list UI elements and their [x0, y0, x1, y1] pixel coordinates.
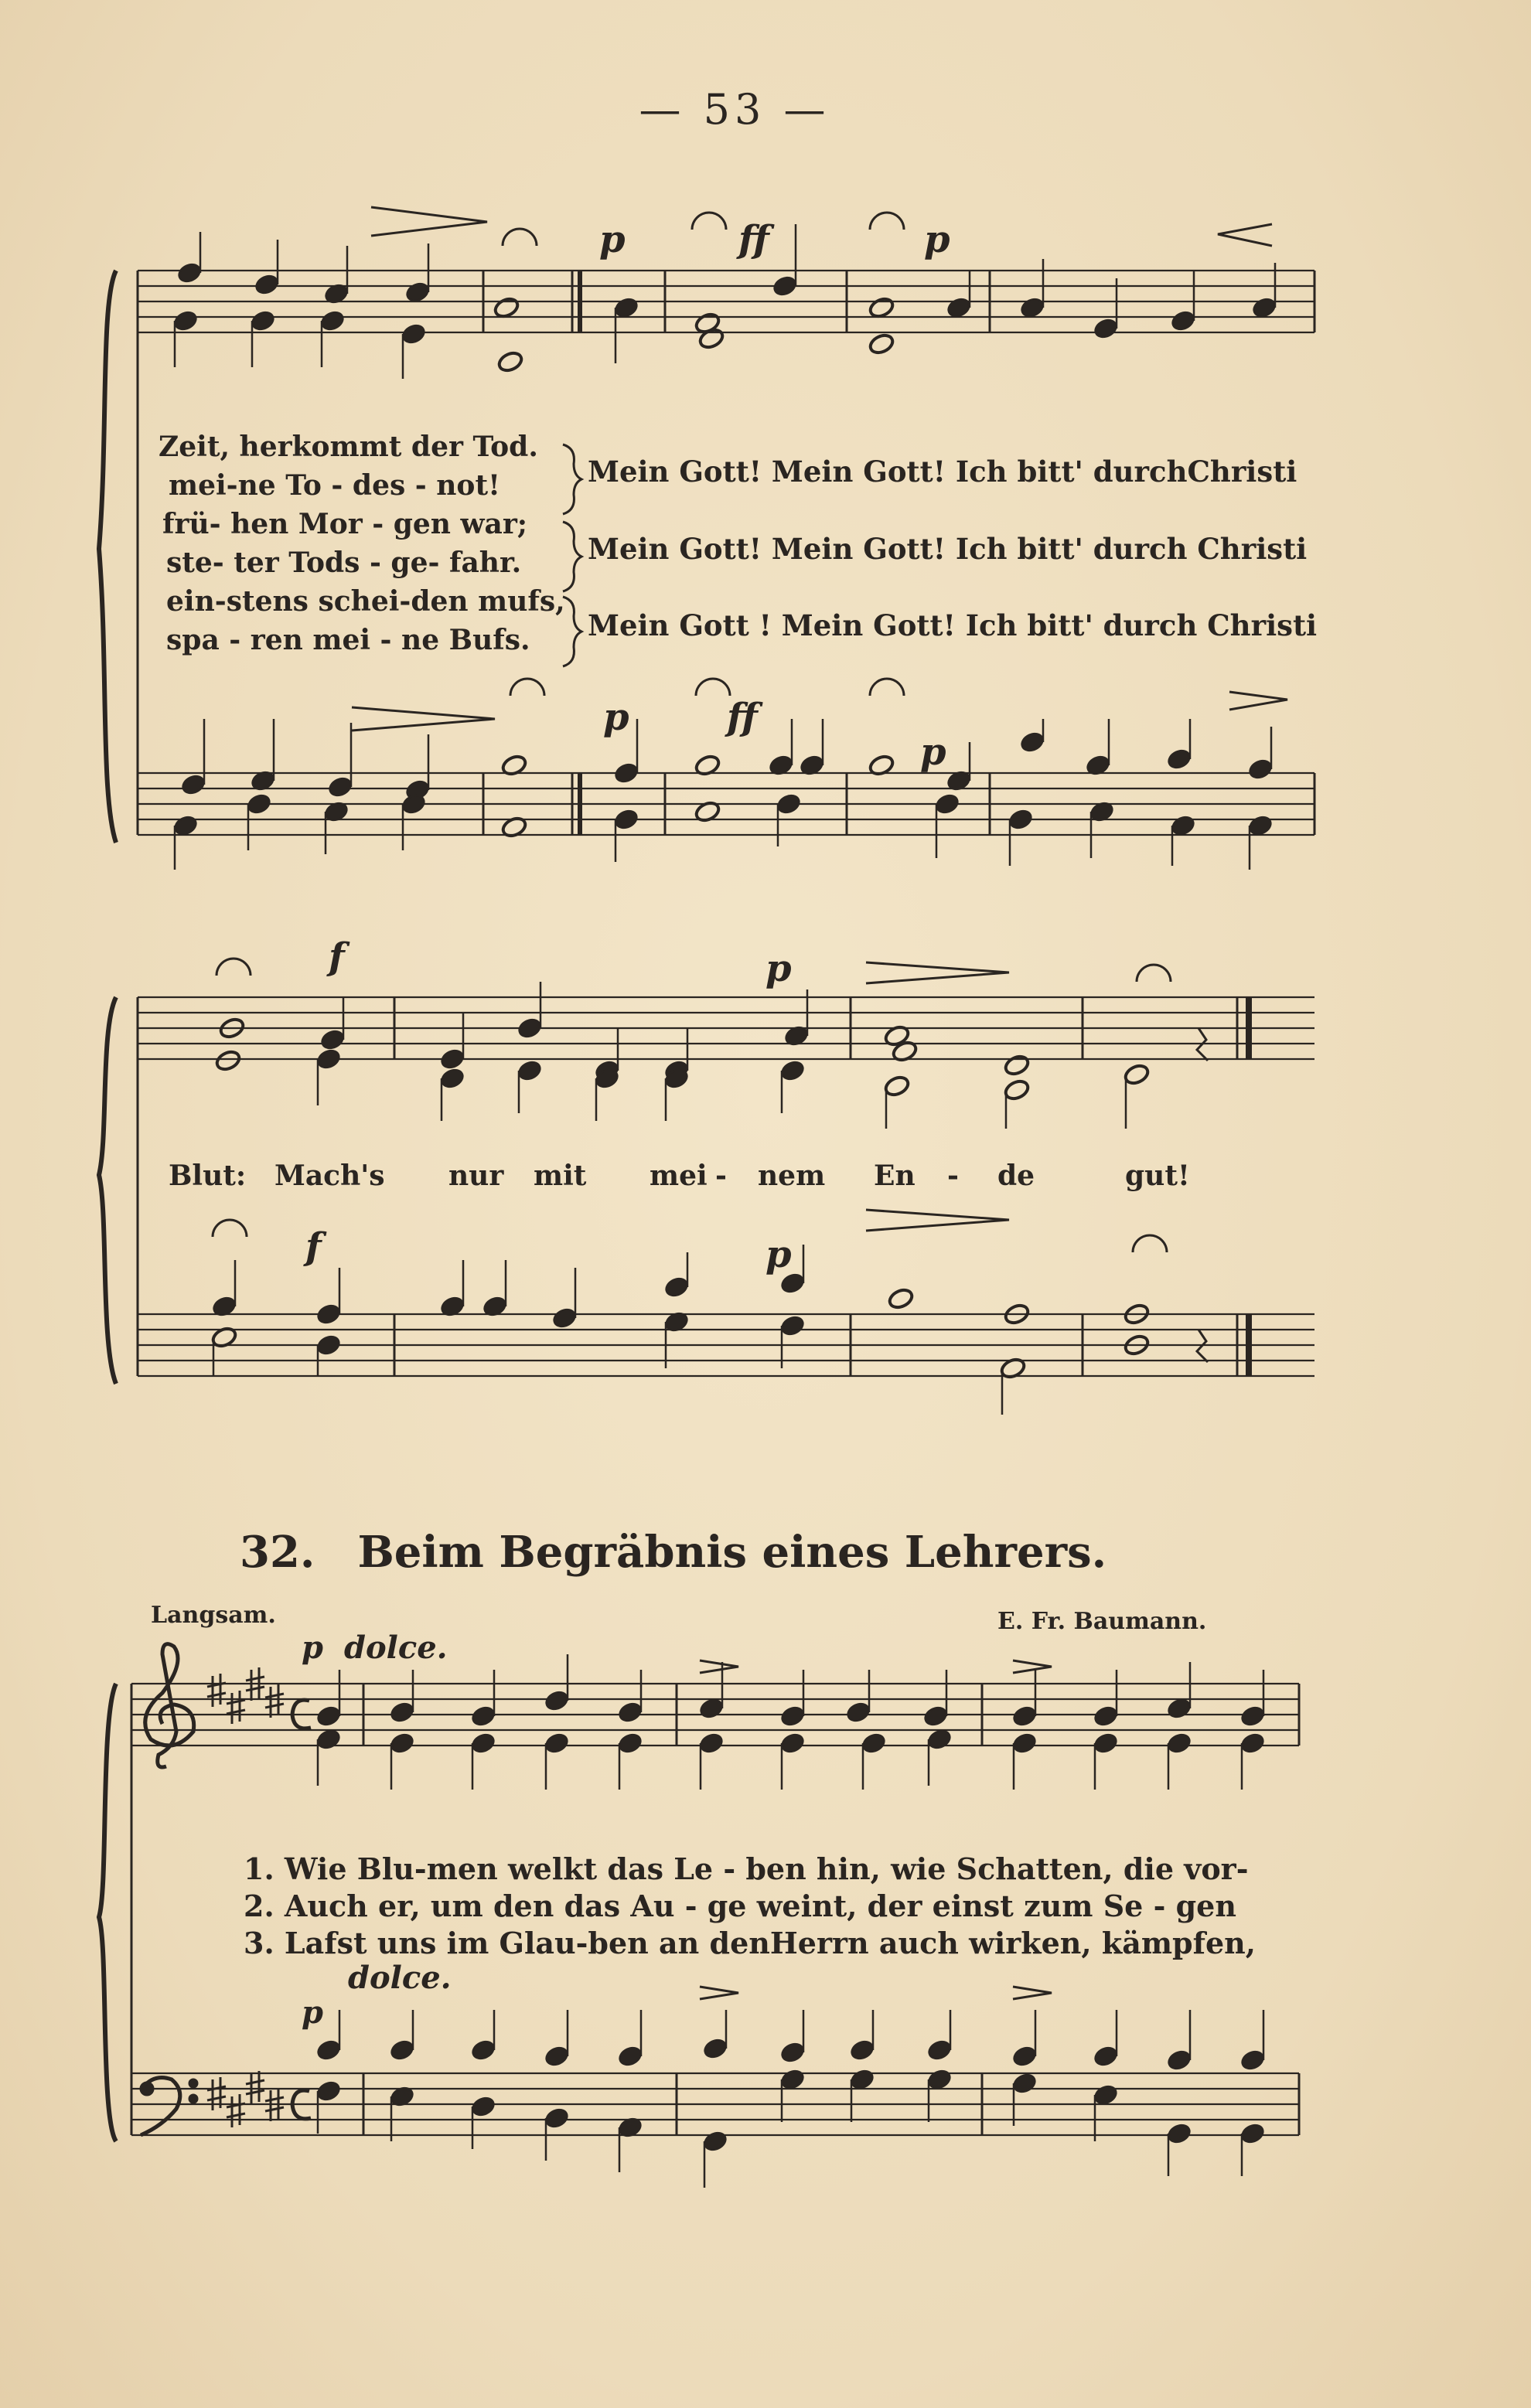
lyric-line-2: mei-ne To - des - not!: [169, 469, 500, 502]
system-3-brace: [99, 1684, 116, 2141]
dynamic-p: p: [603, 696, 629, 739]
system-2-fermatas: [213, 959, 1171, 1252]
lyric-word: mei: [650, 1160, 708, 1192]
lyric-word: nur: [448, 1160, 504, 1192]
page-number: — 53 —: [639, 85, 830, 134]
verse-2: 2. Auch er, um den das Au - ge weint, der einst zum Se - gen: [244, 1889, 1236, 1923]
lyric-line-6: spa - ren mei - ne Bufs.: [166, 624, 530, 656]
verse-1: 1. Wie Blu-men welkt das Le - ben hin, wie Schatten, die vor-: [244, 1851, 1249, 1886]
dynamic-ff: ff: [738, 218, 769, 261]
lyric-line-3: frü- hen Mor - gen war;: [162, 508, 528, 540]
lyric-word: Mach's: [274, 1160, 385, 1192]
dynamic-p: p: [920, 731, 946, 774]
system-1-upper-staff: [138, 271, 1314, 332]
lyric-word: Blut:: [169, 1160, 247, 1192]
tempo-marking: Langsam.: [151, 1602, 276, 1629]
dynamic-p: p: [924, 218, 950, 261]
system-3-lower-staff: [131, 2073, 1299, 2135]
dynamic-f: f: [305, 1225, 322, 1269]
refrain-line-3: Mein Gott ! Mein Gott! Ich bitt' durch Christi: [588, 608, 1318, 642]
bass-clef: [141, 2078, 196, 2135]
lyric-word: En: [874, 1160, 916, 1192]
song-heading: [240, 1527, 1106, 1578]
song-number: 32.: [240, 1527, 315, 1578]
song-title: Beim Begräbnis eines Lehrers.: [357, 1527, 1107, 1578]
verse-3: 3. Lafst uns im Glau-ben an denHerrn auch wirken, kämpfen,: [244, 1926, 1256, 1960]
dynamic-f: f: [329, 935, 345, 979]
lyric-word: -: [715, 1160, 727, 1192]
lyric-word: -: [947, 1160, 959, 1192]
lyric-word: gut!: [1125, 1160, 1190, 1192]
system-2-notes: [210, 982, 1151, 1415]
refrain-line-2: Mein Gott! Mein Gott! Ich bitt' durch Christi: [588, 532, 1308, 566]
composer: E. Fr. Baumann.: [997, 1608, 1207, 1635]
lyric-line-4: ste- ter Tods - ge- fahr.: [166, 547, 522, 579]
dynamic-p: p: [766, 947, 792, 990]
refrain-line-1: Mein Gott! Mein Gott! Ich bitt' durchChristi: [588, 455, 1297, 489]
treble-clef: [145, 1644, 194, 1767]
lyric-word: de: [997, 1160, 1035, 1192]
lyric-word: nem: [758, 1160, 826, 1192]
system-1-lower-staff: [138, 773, 1314, 835]
system-2-upper-staff: [138, 997, 1314, 1059]
lyric-line-5: ein-stens schei-den mufs,: [166, 585, 565, 618]
dynamic-p: p: [599, 218, 626, 261]
dynamic-p: p: [766, 1233, 792, 1276]
system-1-brace: [99, 271, 116, 843]
system-2-brace: [99, 997, 116, 1384]
dynamic-p: p: [302, 1994, 323, 2031]
dynamic-ff: ff: [727, 696, 758, 739]
dynamic-p: p: [302, 1630, 323, 1666]
system-1-lyric-braces: [563, 444, 581, 666]
system-2-rests: [1197, 1028, 1208, 1362]
dynamic-dolce: dolce.: [344, 1630, 448, 1666]
lyric-word: mit: [534, 1160, 587, 1192]
lyric-line-1: Zeit, herkommt der Tod.: [159, 431, 538, 463]
dynamic-dolce: dolce.: [348, 1960, 452, 1996]
